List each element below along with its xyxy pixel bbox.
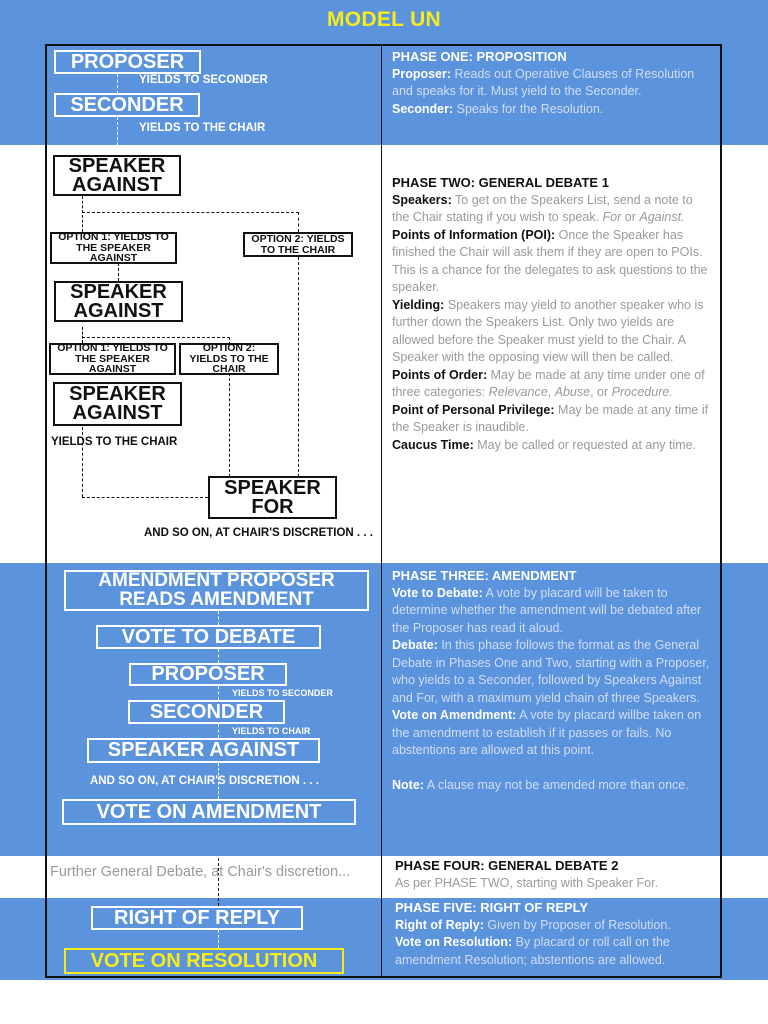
vote-to-debate-desc: A vote by placard will be taken to determine whether the amendment will be debated after the Proposer has read it aloud.: [392, 585, 702, 635]
vote-to-debate-term: Vote to Debate:: [392, 585, 483, 600]
connector-line: [298, 212, 299, 232]
for-word: For: [602, 210, 622, 224]
option-yield-speaker-box: OPTION 1: YIELDS TO THE SPEAKER AGAINST: [50, 232, 177, 264]
speaker-against-box: SPEAKER AGAINST: [87, 738, 320, 763]
phase-five-heading: PHASE FIVE: RIGHT OF REPLY: [395, 900, 589, 915]
poi-term: Points of Information (POI):: [392, 227, 556, 242]
phase-one-text: [392, 48, 712, 118]
yields-to-chair-label: YIELDS TO THE CHAIR: [51, 436, 178, 448]
phase-two-heading: PHASE TWO: GENERAL DEBATE 1: [392, 175, 609, 190]
and-so-on-label: AND SO ON, AT CHAIR'S DISCRETION . . .: [90, 775, 319, 787]
right-of-reply-box: RIGHT OF REPLY: [91, 906, 303, 930]
connector-line: [118, 263, 119, 281]
debate-term: Debate:: [392, 638, 438, 652]
and-so-on-label: AND SO ON, AT CHAIR'S DISCRETION . . .: [144, 527, 373, 539]
proposer-term: Proposer:: [392, 66, 452, 81]
connector-line: [82, 327, 83, 343]
note-term: Note:: [392, 777, 424, 792]
order-desc: May be made at any time under one of three categories:: [392, 367, 705, 399]
note-desc: A clause may not be amended more than once.: [426, 777, 689, 792]
vote-on-resolution-term: Vote on Resolution:: [395, 935, 513, 949]
vote-on-resolution-box: VOTE ON RESOLUTION: [64, 948, 344, 974]
page-title: MODEL UN: [326, 8, 441, 31]
connector-line: [117, 117, 118, 155]
privilege-desc: May be made at any time if the Speaker is inaudible.: [392, 402, 709, 434]
amendment-proposer-box: AMENDMENT PROPOSER READS AMENDMENT: [64, 570, 369, 611]
phase-four-text: [395, 857, 715, 892]
phase-three-heading: PHASE THREE: AMENDMENT: [392, 568, 577, 583]
connector-line: [218, 930, 219, 948]
seconder-box: SECONDER: [128, 700, 285, 724]
vote-on-amendment-term: Vote on Amendment:: [392, 708, 517, 722]
phase-four-desc: As per PHASE TWO, starting with Speaker For.: [395, 875, 659, 890]
proposer-box: PROPOSER: [54, 50, 201, 74]
option-yield-chair-box: OPTION 2: YIELDS TO THE CHAIR: [179, 343, 279, 375]
right-of-reply-desc: Given by Proposer of Resolution.: [487, 917, 671, 932]
vote-on-resolution-desc: By placard or roll call on the amendment Resolution; abstentions are allowed.: [395, 935, 670, 967]
connector-line: [218, 686, 219, 700]
vote-on-amendment-box: VOTE ON AMENDMENT: [62, 799, 356, 825]
privilege-term: Point of Personal Privilege:: [392, 402, 555, 417]
proposer-desc: Reads out Operative Clauses of Resolution and speaks for it.: [392, 66, 695, 98]
speaker-against-box: SPEAKER AGAINST: [54, 281, 183, 322]
abuse-word: Abuse: [554, 385, 591, 399]
option-yield-speaker-box: OPTION 1: YIELDS TO THE SPEAKER AGAINST: [49, 343, 176, 375]
vote-to-debate-box: VOTE TO DEBATE: [96, 625, 321, 649]
connector-line: [82, 337, 230, 338]
yields-to-seconder-label: YIELDS TO SECONDER: [139, 74, 268, 86]
against-word: Against.: [639, 210, 685, 224]
seconder-box: SECONDER: [54, 93, 200, 117]
connector-line: [82, 196, 83, 232]
vote-on-amendment-desc: A vote by placard willbe taken on the amendment to establish if it passes or fails. No abstentions are allowed at this point.: [392, 708, 702, 757]
phase-five-text: [395, 899, 715, 969]
phase-four-heading: PHASE FOUR: GENERAL DEBATE 2: [395, 858, 619, 873]
seconder-term: Seconder:: [392, 101, 454, 116]
connector-line: [229, 373, 230, 477]
yielding-desc: Speakers may yield to another speaker who is further down the Speakers List. Only two yields are allowed before the Speaker must yield to the Chair. A Speaker with the opposing view will then be called.: [392, 297, 704, 364]
option-yield-chair-box: OPTION 2: YIELDS TO THE CHAIR: [243, 232, 353, 257]
yields-to-seconder-label: YIELDS TO SECONDER: [232, 688, 333, 698]
poi-desc: Once the Speaker has finished the Chair will ask them if they are open to POIs. This is a chance for the delegates to ask questions to the speaker.: [392, 227, 708, 294]
phase-one-heading: PHASE ONE: PROPOSITION: [392, 49, 567, 64]
connector-line: [298, 257, 299, 477]
yields-to-chair-label: YIELDS TO CHAIR: [232, 726, 311, 736]
speaker-for-box: SPEAKER FOR: [208, 476, 337, 519]
relevance-word: Relevance: [488, 385, 548, 399]
connector-line: [218, 724, 219, 738]
procedure-word: Procedure.: [611, 385, 673, 399]
further-debate-text: Further General Debate, at Chair's discretion...: [50, 864, 351, 880]
connector-line: [117, 74, 118, 94]
caucus-desc: May be called or requested at any time.: [477, 437, 697, 452]
yields-to-chair-label: YIELDS TO THE CHAIR: [139, 122, 266, 134]
column-divider: [381, 44, 382, 978]
connector-line: [218, 611, 219, 625]
connector-line: [82, 212, 299, 213]
order-term: Points of Order:: [392, 367, 488, 382]
debate-desc: In this phase follows the format as the General Debate in Phases One and Two, starting with a Proposer, who yields to a Seconder, followed by Speakers Against and For, with a maximum yield chain of three Speakers.: [392, 638, 710, 705]
caucus-term: Caucus Time:: [392, 437, 474, 452]
connector-line: [82, 497, 208, 498]
phase-two-text: PHASE TWO: GENERAL DEBATE 1 Speakers: To get on the Speakers List, send a note to the Chair stating if you wish to speak. For or Against. Points of Information (POI): Once the Speaker has finished the Chair will ask them if they are open to POIs. This is a chance for the delegates to ask questions to the speaker. Yielding: Speakers may yield to another speaker who is further down the Speakers List. Only two yields are allowed before the Speaker must yield to the Chair. A Speaker with the opposing view will then be called. Points of Order: May be made at any time under one of three categories: Relevance, Abuse, or Procedure. Point of Personal Privilege: May be made at any time if the Speaker is inaudible. Caucus Time: May be called or requested at any time.: [392, 174, 712, 454]
phase-three-text: [392, 567, 712, 794]
right-of-reply-term: Right of Reply:: [395, 917, 484, 932]
speakers-term: Speakers:: [392, 192, 452, 207]
yielding-term: Yielding:: [392, 297, 445, 312]
proposer-box: PROPOSER: [129, 663, 287, 686]
speaker-against-box: SPEAKER AGAINST: [53, 382, 182, 426]
speakers-desc: To get on the Speakers List, send a note to the Chair stating if you wish to speak.: [392, 192, 693, 224]
connector-line: [218, 649, 219, 663]
or-word: or: [624, 210, 636, 224]
speaker-against-box: SPEAKER AGAINST: [53, 155, 181, 196]
seconder-desc: Speaks for the Resolution.: [456, 101, 604, 116]
or-word: or: [597, 385, 609, 399]
proposer-desc-2: Must yield to the Seconder.: [490, 84, 642, 98]
